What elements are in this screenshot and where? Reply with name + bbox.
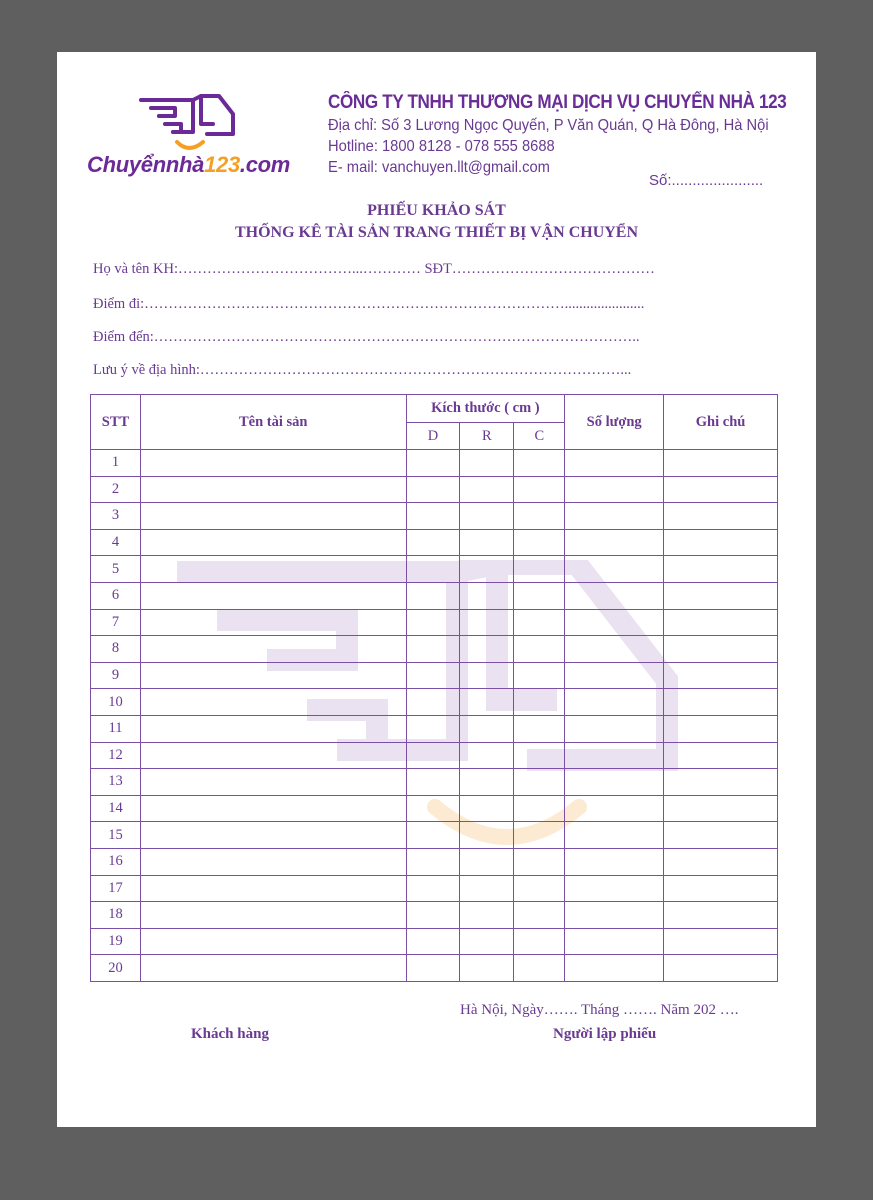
height-cell[interactable] <box>514 955 565 982</box>
header-width: R <box>460 423 514 450</box>
company-address: Địa chỉ: Số 3 Lương Ngọc Quyến, P Văn Quán, Q Hà Đông, Hà Nội <box>328 117 769 134</box>
note-cell[interactable] <box>664 902 778 929</box>
row-number: 19 <box>91 928 141 955</box>
table-row <box>91 715 778 742</box>
asset-name-cell[interactable] <box>140 742 406 769</box>
table-row <box>91 742 778 769</box>
row-number: 9 <box>91 662 141 689</box>
length-cell[interactable] <box>406 848 460 875</box>
quantity-cell[interactable] <box>565 689 664 716</box>
height-cell[interactable] <box>514 742 565 769</box>
creator-signature-label: Người lập phiếu <box>553 1026 657 1042</box>
header-size: Kích thước ( cm ) <box>406 395 565 423</box>
note-cell[interactable] <box>664 556 778 583</box>
table-row <box>91 556 778 583</box>
form-subtitle: THỐNG KÊ TÀI SẢN TRANG THIẾT BỊ VẬN CHUYỂN <box>234 224 639 241</box>
length-cell[interactable] <box>406 822 460 849</box>
quantity-cell[interactable] <box>565 955 664 982</box>
table-row <box>91 609 778 636</box>
origin-field[interactable]: Điểm đi:……………………………………………………………………………...................... <box>93 296 645 312</box>
width-cell[interactable] <box>460 476 514 503</box>
width-cell[interactable] <box>460 822 514 849</box>
row-number: 5 <box>91 556 141 583</box>
asset-name-cell[interactable] <box>140 848 406 875</box>
height-cell[interactable] <box>514 503 565 530</box>
table-row <box>91 636 778 663</box>
asset-name-cell[interactable] <box>140 875 406 902</box>
length-cell[interactable] <box>406 689 460 716</box>
note-cell[interactable] <box>664 476 778 503</box>
table-row <box>91 795 778 822</box>
height-cell[interactable] <box>514 689 565 716</box>
table-row <box>91 450 778 477</box>
note-cell[interactable] <box>664 715 778 742</box>
note-cell[interactable] <box>664 662 778 689</box>
note-cell[interactable] <box>664 742 778 769</box>
table-row <box>91 822 778 849</box>
quantity-cell[interactable] <box>565 450 664 477</box>
length-cell[interactable] <box>406 902 460 929</box>
note-cell[interactable] <box>664 955 778 982</box>
height-cell[interactable] <box>514 715 565 742</box>
row-number: 1 <box>91 450 141 477</box>
company-info <box>328 92 837 177</box>
table-row <box>91 848 778 875</box>
row-number: 15 <box>91 822 141 849</box>
form-title: PHIẾU KHẢO SÁT <box>367 202 506 219</box>
width-cell[interactable] <box>460 795 514 822</box>
width-cell[interactable] <box>460 503 514 530</box>
height-cell[interactable] <box>514 822 565 849</box>
table-row <box>91 529 778 556</box>
table-row <box>91 902 778 929</box>
quantity-cell[interactable] <box>565 822 664 849</box>
row-number: 20 <box>91 955 141 982</box>
row-number: 17 <box>91 875 141 902</box>
note-cell[interactable] <box>664 582 778 609</box>
asset-table <box>90 394 778 982</box>
quantity-cell[interactable] <box>565 902 664 929</box>
row-number: 2 <box>91 476 141 503</box>
row-number: 13 <box>91 769 141 796</box>
quantity-cell[interactable] <box>565 928 664 955</box>
table-row <box>91 689 778 716</box>
length-cell[interactable] <box>406 742 460 769</box>
height-cell[interactable] <box>514 902 565 929</box>
asset-name-cell[interactable] <box>140 902 406 929</box>
asset-name-cell[interactable] <box>140 955 406 982</box>
quantity-cell[interactable] <box>565 795 664 822</box>
length-cell[interactable] <box>406 450 460 477</box>
asset-name-cell[interactable] <box>140 769 406 796</box>
length-cell[interactable] <box>406 662 460 689</box>
table-row <box>91 476 778 503</box>
height-cell[interactable] <box>514 609 565 636</box>
quantity-cell[interactable] <box>565 636 664 663</box>
row-number: 14 <box>91 795 141 822</box>
row-number: 11 <box>91 715 141 742</box>
width-cell[interactable] <box>460 662 514 689</box>
header-asset-name: Tên tài sản <box>140 395 406 450</box>
row-number: 16 <box>91 848 141 875</box>
width-cell[interactable] <box>460 582 514 609</box>
quantity-cell[interactable] <box>565 769 664 796</box>
length-cell[interactable] <box>406 769 460 796</box>
width-cell[interactable] <box>460 636 514 663</box>
table-row <box>91 582 778 609</box>
width-cell[interactable] <box>460 742 514 769</box>
asset-name-cell[interactable] <box>140 662 406 689</box>
table-row <box>91 875 778 902</box>
survey-form-sheet <box>57 52 816 1127</box>
quantity-cell[interactable] <box>565 529 664 556</box>
company-hotline: Hotline: 1800 8128 - 078 555 8688 <box>328 138 555 155</box>
row-number: 18 <box>91 902 141 929</box>
note-cell[interactable] <box>664 928 778 955</box>
moving-truck-icon <box>137 94 247 156</box>
height-cell[interactable] <box>514 556 565 583</box>
length-cell[interactable] <box>406 955 460 982</box>
length-cell[interactable] <box>406 928 460 955</box>
length-cell[interactable] <box>406 556 460 583</box>
row-number: 4 <box>91 529 141 556</box>
note-cell[interactable] <box>664 875 778 902</box>
row-number: 12 <box>91 742 141 769</box>
length-cell[interactable] <box>406 875 460 902</box>
height-cell[interactable] <box>514 795 565 822</box>
row-number: 10 <box>91 689 141 716</box>
note-cell[interactable] <box>664 636 778 663</box>
length-cell[interactable] <box>406 636 460 663</box>
note-cell[interactable] <box>664 848 778 875</box>
customer-name-field[interactable]: Họ và tên KH:………………………………...………… SĐT…………………………………… <box>93 261 655 277</box>
length-cell[interactable] <box>406 529 460 556</box>
asset-name-cell[interactable] <box>140 928 406 955</box>
width-cell[interactable] <box>460 928 514 955</box>
asset-name-cell[interactable] <box>140 715 406 742</box>
width-cell[interactable] <box>460 902 514 929</box>
length-cell[interactable] <box>406 795 460 822</box>
quantity-cell[interactable] <box>565 742 664 769</box>
asset-name-cell[interactable] <box>140 822 406 849</box>
form-number: Số:...................... <box>649 172 764 189</box>
width-cell[interactable] <box>460 689 514 716</box>
width-cell[interactable] <box>460 848 514 875</box>
height-cell[interactable] <box>514 476 565 503</box>
table-row <box>91 928 778 955</box>
table-row <box>91 503 778 530</box>
asset-name-cell[interactable] <box>140 795 406 822</box>
height-cell[interactable] <box>514 582 565 609</box>
asset-name-cell[interactable] <box>140 503 406 530</box>
asset-name-cell[interactable] <box>140 636 406 663</box>
height-cell[interactable] <box>514 769 565 796</box>
width-cell[interactable] <box>460 450 514 477</box>
quantity-cell[interactable] <box>565 582 664 609</box>
logo-wordmark: Chuyểnnhà123.com <box>87 152 291 177</box>
width-cell[interactable] <box>460 609 514 636</box>
header-quantity: Số lượng <box>565 395 664 450</box>
table-row <box>91 662 778 689</box>
asset-table-body <box>91 450 778 982</box>
height-cell[interactable] <box>514 662 565 689</box>
asset-name-cell[interactable] <box>140 689 406 716</box>
height-cell[interactable] <box>514 848 565 875</box>
company-name: CÔNG TY TNHH THƯƠNG MẠI DỊCH VỤ CHUYỂN NHÀ 123 <box>328 92 787 113</box>
row-number: 3 <box>91 503 141 530</box>
company-email: E- mail: vanchuyen.llt@gmail.com <box>328 159 550 176</box>
width-cell[interactable] <box>460 529 514 556</box>
note-cell[interactable] <box>664 503 778 530</box>
quantity-cell[interactable] <box>565 848 664 875</box>
note-cell[interactable] <box>664 450 778 477</box>
header-length: D <box>406 423 460 450</box>
quantity-cell[interactable] <box>565 662 664 689</box>
customer-signature-label: Khách hàng <box>191 1026 269 1042</box>
note-cell[interactable] <box>664 822 778 849</box>
width-cell[interactable] <box>460 769 514 796</box>
terrain-note-field[interactable]: Lưu ý về địa hình:……………………………………………………………………………... <box>93 362 632 378</box>
width-cell[interactable] <box>460 556 514 583</box>
height-cell[interactable] <box>514 928 565 955</box>
quantity-cell[interactable] <box>565 609 664 636</box>
height-cell[interactable] <box>514 636 565 663</box>
height-cell[interactable] <box>514 450 565 477</box>
row-number: 7 <box>91 609 141 636</box>
length-cell[interactable] <box>406 476 460 503</box>
company-logo <box>85 94 315 186</box>
note-cell[interactable] <box>664 795 778 822</box>
row-number: 6 <box>91 582 141 609</box>
quantity-cell[interactable] <box>565 476 664 503</box>
note-cell[interactable] <box>664 609 778 636</box>
length-cell[interactable] <box>406 609 460 636</box>
table-row <box>91 769 778 796</box>
note-cell[interactable] <box>664 689 778 716</box>
note-cell[interactable] <box>664 769 778 796</box>
length-cell[interactable] <box>406 582 460 609</box>
asset-name-cell[interactable] <box>140 529 406 556</box>
quantity-cell[interactable] <box>565 875 664 902</box>
asset-name-cell[interactable] <box>140 582 406 609</box>
quantity-cell[interactable] <box>565 556 664 583</box>
asset-name-cell[interactable] <box>140 476 406 503</box>
header-stt: STT <box>91 395 141 450</box>
asset-name-cell[interactable] <box>140 609 406 636</box>
header-note: Ghi chú <box>664 395 778 450</box>
height-cell[interactable] <box>514 529 565 556</box>
note-cell[interactable] <box>664 529 778 556</box>
width-cell[interactable] <box>460 715 514 742</box>
quantity-cell[interactable] <box>565 715 664 742</box>
header-height: C <box>514 423 565 450</box>
asset-name-cell[interactable] <box>140 450 406 477</box>
width-cell[interactable] <box>460 875 514 902</box>
table-row <box>91 955 778 982</box>
quantity-cell[interactable] <box>565 503 664 530</box>
asset-name-cell[interactable] <box>140 556 406 583</box>
width-cell[interactable] <box>460 955 514 982</box>
length-cell[interactable] <box>406 715 460 742</box>
length-cell[interactable] <box>406 503 460 530</box>
height-cell[interactable] <box>514 875 565 902</box>
date-line: Hà Nội, Ngày……. Tháng ……. Năm 202 …. <box>460 1002 739 1018</box>
destination-field[interactable]: Điểm đến:……………………………………………………………………………………….. <box>93 329 640 345</box>
row-number: 8 <box>91 636 141 663</box>
